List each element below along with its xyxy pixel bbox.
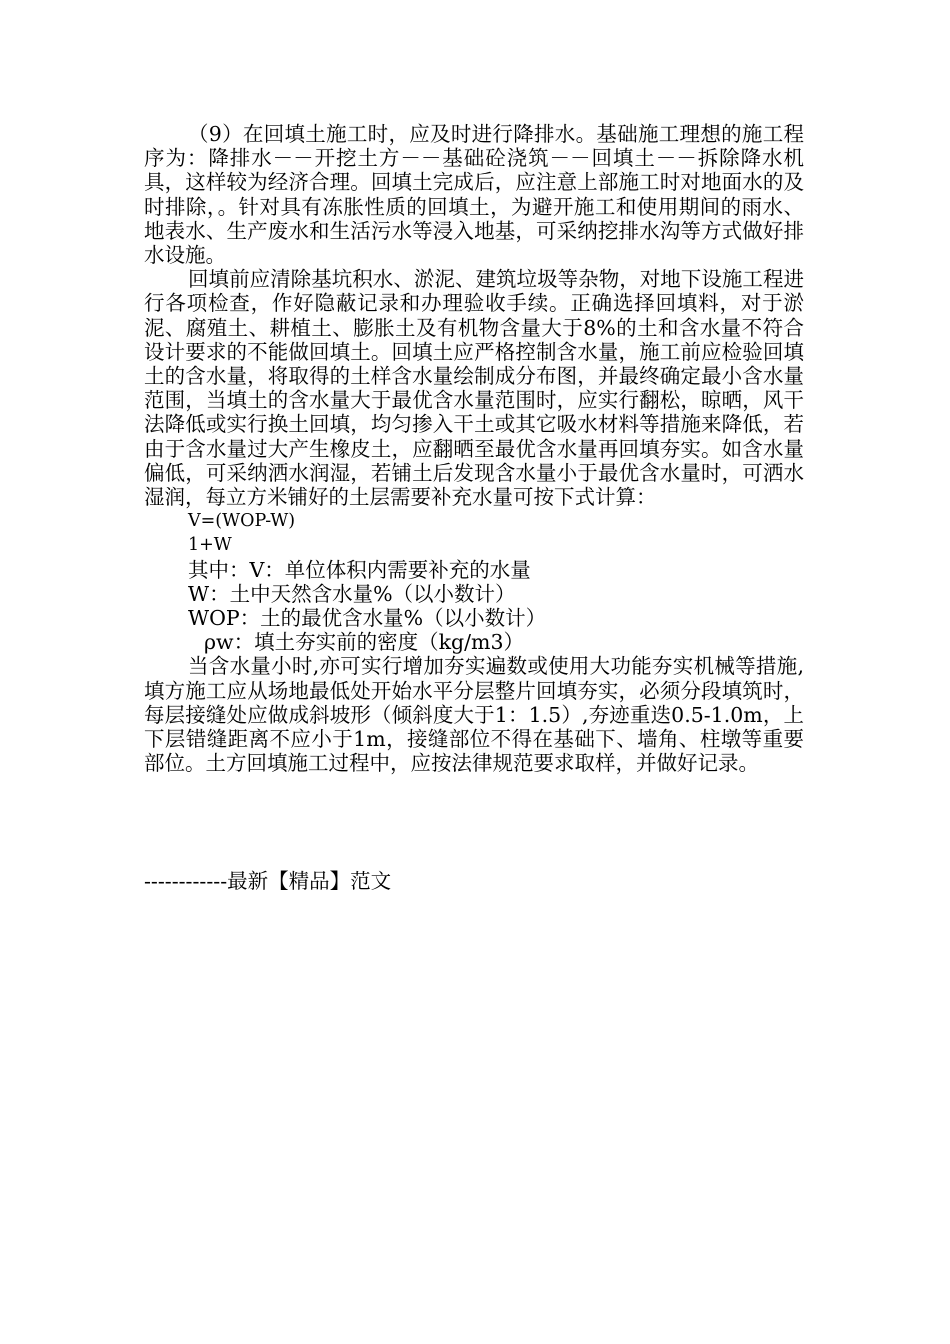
paragraph-backfill-preparation: 回填前应清除基坑积水、淤泥、建筑垃圾等杂物，对地下设施工程进行各项检查，作好隐蔽记录和办理验收手续。正确选择回填料，对于淤泥、腐殖土、耕植土、膨胀土及有机物含量大于8%的土和含水量不符合设计要求的不能做回填土。回填土应严格控制含水量，施工前应检验回填土的含水量，将取得的土样含水量绘制成分布图，并最终确定最小含水量范围，当填土的含水量大于最优含水量范围时，应实行翻松，晾晒，风干法降低或实行换土回填，均匀掺入干土或其它吸水材料等措施来降低，若由于含水量过大产生橡皮土，应翻晒至最优含水量再回填夯实。如含水量偏低，可采纳洒水润湿，若铺土后发现含水量小于最优含水量时，可洒水湿润，每立方米铺好的土层需要补充水量可按下式计算： <box>144 267 804 510</box>
paragraph-compaction: 当含水量小时,亦可实行增加夯实遍数或使用大功能夯实机械等措施,填方施工应从场地最低处开始水平分层整片回填夯实，必须分段填筑时，每层接缝处应做成斜坡形（倾斜度大于1：1.5）,夯迹重迭0.5-1.0m，上下层错缝距离不应小于1m，接缝部位不得在基础下、墙角、柱墩等重要部位。土方回填施工过程中，应按法律规范要求取样，并做好记录。 <box>144 654 804 776</box>
formula-def-v: 其中：V：单位体积内需要补充的水量 <box>188 557 531 582</box>
formula-def-w: W：土中天然含水量%（以小数计） <box>188 581 516 606</box>
formula-def-rho: ρw：填土夯实前的密度（kg/m3） <box>204 630 525 655</box>
footer-label: ------------最新【精品】范文 <box>144 869 392 893</box>
paragraph-backfill-drainage: （9）在回填土施工时，应及时进行降排水。基础施工理想的施工程序为：降排水－－开挖土方－－基础砼浇筑－－回填土－－拆除降水机具，这样较为经济合理。回填土完成后，应注意上部施工时对地面水的及时排除，。针对具有冻胀性质的回填土，为避开施工和使用期间的雨水、地表水、生产废水和生活污水等浸入地基，可采纳挖排水沟等方式做好排水设施。 <box>144 122 804 268</box>
formula-denominator: 1+W <box>188 535 232 556</box>
formula-def-wop: WOP：土的最优含水量%（以小数计） <box>188 606 547 631</box>
formula-numerator: V=(WOP-W) <box>188 511 296 532</box>
document-body <box>144 122 804 775</box>
